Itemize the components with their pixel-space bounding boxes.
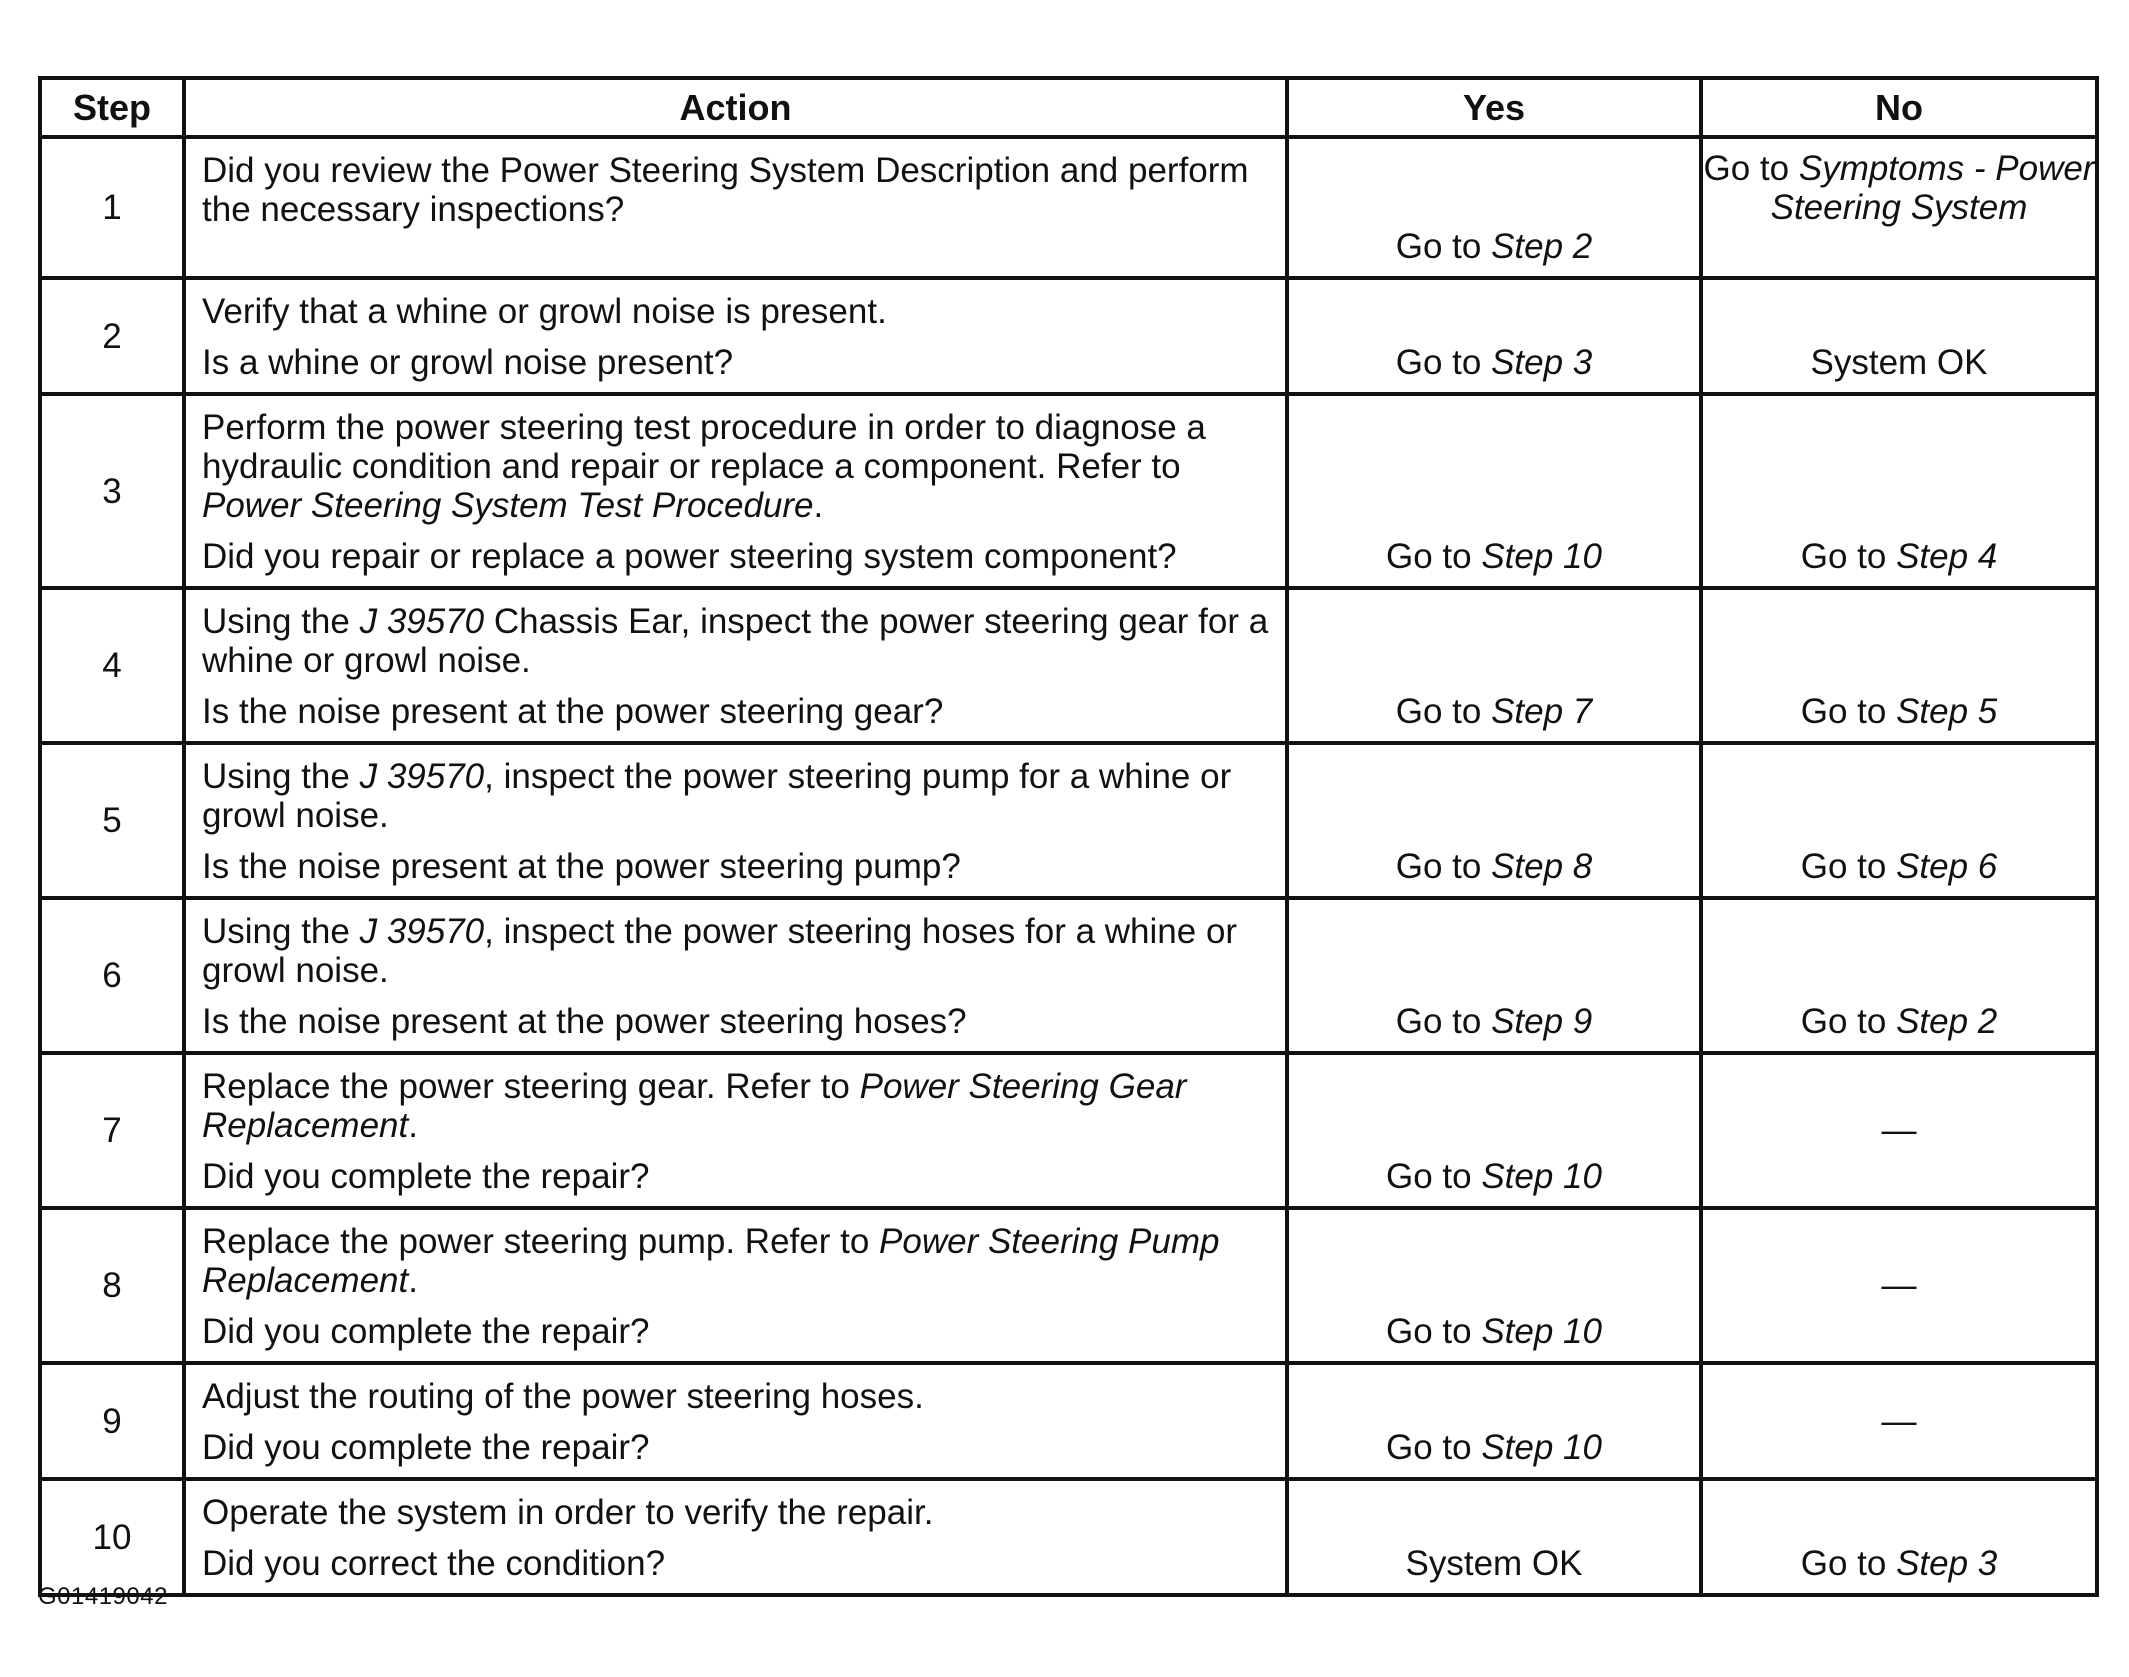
text-run: Go to (1800, 1544, 1897, 1583)
action-statement (202, 757, 1271, 835)
text-run: . (408, 1261, 418, 1300)
text-run: Did you repair or replace a power steering system component? (202, 537, 1177, 576)
table-row (40, 588, 2097, 743)
text-run: — (1881, 1266, 1917, 1305)
action-cell (184, 278, 1287, 394)
yes-cell (1287, 394, 1701, 588)
text-run: Go to (1386, 1428, 1482, 1467)
table-row (40, 1363, 2097, 1479)
action-question (202, 1544, 1271, 1583)
text-run: Replace the power steering gear. Refer to (202, 1067, 860, 1106)
reference-text: Step 5 (1896, 692, 1998, 731)
action-question (202, 1002, 1271, 1041)
action-question (202, 537, 1271, 576)
yes-cell (1287, 1208, 1701, 1363)
text-run: Using the (202, 602, 360, 641)
step-number: 9 (40, 1363, 184, 1479)
text-run: Did you review the Power Steering System Description and perform the necessary inspections? (202, 151, 1249, 229)
step-number: 7 (40, 1053, 184, 1208)
no-cell (1701, 588, 2097, 743)
reference-text: Power Steering Gear Replacement (202, 1067, 1187, 1145)
reference-text: Step 2 (1896, 1002, 1998, 1041)
text-run: Using the (202, 757, 360, 796)
text-run: System OK (1405, 1544, 1583, 1583)
yes-cell (1287, 1053, 1701, 1208)
reference-text: Step 7 (1491, 692, 1593, 731)
step-number: 2 (40, 278, 184, 394)
table-row (40, 898, 2097, 1053)
text-run: . (813, 486, 824, 525)
action-cell (184, 1208, 1287, 1363)
no-cell (1701, 137, 2097, 278)
text-run: Did you correct the condition? (202, 1544, 666, 1583)
step-number: 4 (40, 588, 184, 743)
reference-text: Step 4 (1896, 537, 1998, 576)
action-question (202, 692, 1271, 731)
action-statement (202, 912, 1271, 990)
table-row (40, 743, 2097, 898)
action-statement (202, 1067, 1271, 1145)
header-no: No (1701, 78, 2097, 137)
text-run: Is the noise present at the power steering gear? (202, 692, 944, 731)
reference-text: Symptoms - Power Steering System (1770, 149, 2095, 227)
text-run: Go to (1395, 227, 1492, 266)
yes-cell (1287, 588, 1701, 743)
text-run: Did you complete the repair? (202, 1157, 650, 1196)
yes-cell (1287, 278, 1701, 394)
header-action: Action (184, 78, 1287, 137)
text-run: Go to (1386, 537, 1482, 576)
yes-cell (1287, 1363, 1701, 1479)
header-yes: Yes (1287, 78, 1701, 137)
text-run: Is a whine or growl noise present? (202, 343, 734, 382)
table-row (40, 137, 2097, 278)
action-cell (184, 137, 1287, 278)
text-run: Chassis Ear, inspect the power steering gear for a whine or growl noise. (202, 602, 1269, 680)
text-run: Go to (1395, 343, 1492, 382)
text-run: , inspect the power steering pump for a whine or growl noise. (202, 757, 1232, 835)
step-number: 6 (40, 898, 184, 1053)
yes-cell (1287, 137, 1701, 278)
action-statement (202, 1377, 1271, 1416)
action-question (202, 1157, 1271, 1196)
step-number: 8 (40, 1208, 184, 1363)
table-row (40, 278, 2097, 394)
text-run: — (1881, 1111, 1917, 1150)
action-question (202, 847, 1271, 886)
text-run: Did you complete the repair? (202, 1428, 650, 1467)
yes-cell (1287, 743, 1701, 898)
reference-text: J 39570 (359, 912, 485, 951)
text-run: . (408, 1106, 418, 1145)
text-run: Go to (1703, 149, 1799, 188)
reference-text: Step 10 (1481, 537, 1602, 576)
no-cell (1701, 278, 2097, 394)
no-cell (1701, 1363, 2097, 1479)
action-statement (202, 151, 1271, 229)
table-row (40, 394, 2097, 588)
action-question (202, 343, 1271, 382)
text-run: Is the noise present at the power steering hoses? (202, 1002, 967, 1041)
text-run: Go to (1800, 537, 1897, 576)
action-cell (184, 1479, 1287, 1595)
header-step: Step (40, 78, 184, 137)
action-statement (202, 1222, 1271, 1300)
text-run: Go to (1395, 847, 1492, 886)
no-cell (1701, 394, 2097, 588)
reference-text: J 39570 (359, 757, 485, 796)
text-run: Go to (1800, 692, 1897, 731)
step-number: 3 (40, 394, 184, 588)
reference-text: Step 9 (1491, 1002, 1593, 1041)
text-run: Go to (1386, 1312, 1482, 1351)
text-run: Is the noise present at the power steering pump? (202, 847, 961, 886)
step-number: 10 (40, 1479, 184, 1595)
text-run: — (1881, 1401, 1917, 1441)
reference-text: Power Steering System Test Procedure (202, 486, 814, 525)
action-statement (202, 292, 1271, 331)
text-run: Go to (1800, 1002, 1897, 1041)
action-statement (202, 1493, 1271, 1532)
reference-text: Step 6 (1896, 847, 1998, 886)
reference-text: Step 10 (1481, 1157, 1602, 1196)
reference-text: Step 10 (1481, 1312, 1602, 1351)
table-row (40, 1053, 2097, 1208)
header-row (40, 78, 2097, 137)
action-statement (202, 408, 1271, 525)
reference-text: Step 10 (1481, 1428, 1602, 1467)
reference-text: Step 3 (1491, 343, 1593, 382)
text-run: Go to (1395, 1002, 1492, 1041)
action-question (202, 1312, 1271, 1351)
text-run: Replace the power steering pump. Refer to (202, 1222, 880, 1261)
text-run: Adjust the routing of the power steering hoses. (202, 1377, 924, 1416)
reference-text: J 39570 (359, 602, 485, 641)
table-body (40, 137, 2097, 1595)
no-cell (1701, 1208, 2097, 1363)
action-cell (184, 898, 1287, 1053)
table-row (40, 1479, 2097, 1595)
text-run: Did you complete the repair? (202, 1312, 650, 1351)
no-cell (1701, 1053, 2097, 1208)
text-run: Go to (1395, 692, 1492, 731)
no-cell (1701, 743, 2097, 898)
text-run: , inspect the power steering hoses for a whine or growl noise. (202, 912, 1238, 990)
action-cell (184, 1363, 1287, 1479)
action-statement (202, 602, 1271, 680)
figure-id: G01419042 (38, 1583, 168, 1610)
text-run: Verify that a whine or growl noise is present. (202, 292, 887, 331)
text-run: Go to (1386, 1157, 1482, 1196)
action-cell (184, 588, 1287, 743)
step-number: 5 (40, 743, 184, 898)
reference-text: Step 3 (1896, 1544, 1998, 1583)
action-cell (184, 743, 1287, 898)
reference-text: Step 2 (1491, 227, 1593, 266)
no-cell (1701, 898, 2097, 1053)
yes-cell (1287, 898, 1701, 1053)
text-run: Using the (202, 912, 360, 951)
diagnostic-table (38, 76, 2099, 1597)
action-question (202, 1428, 1271, 1467)
step-number: 1 (40, 137, 184, 278)
text-run: Perform the power steering test procedure in order to diagnose a hydraulic condition and repair or replace a component. Refer to (202, 408, 1206, 486)
reference-text: Step 8 (1491, 847, 1593, 886)
text-run: Operate the system in order to verify the repair. (202, 1493, 934, 1532)
no-cell (1701, 1479, 2097, 1595)
action-cell (184, 1053, 1287, 1208)
yes-cell (1287, 1479, 1701, 1595)
text-run: Go to (1800, 847, 1897, 886)
reference-text: Power Steering Pump Replacement (202, 1222, 1220, 1300)
action-cell (184, 394, 1287, 588)
table-row (40, 1208, 2097, 1363)
text-run: System OK (1810, 343, 1988, 382)
